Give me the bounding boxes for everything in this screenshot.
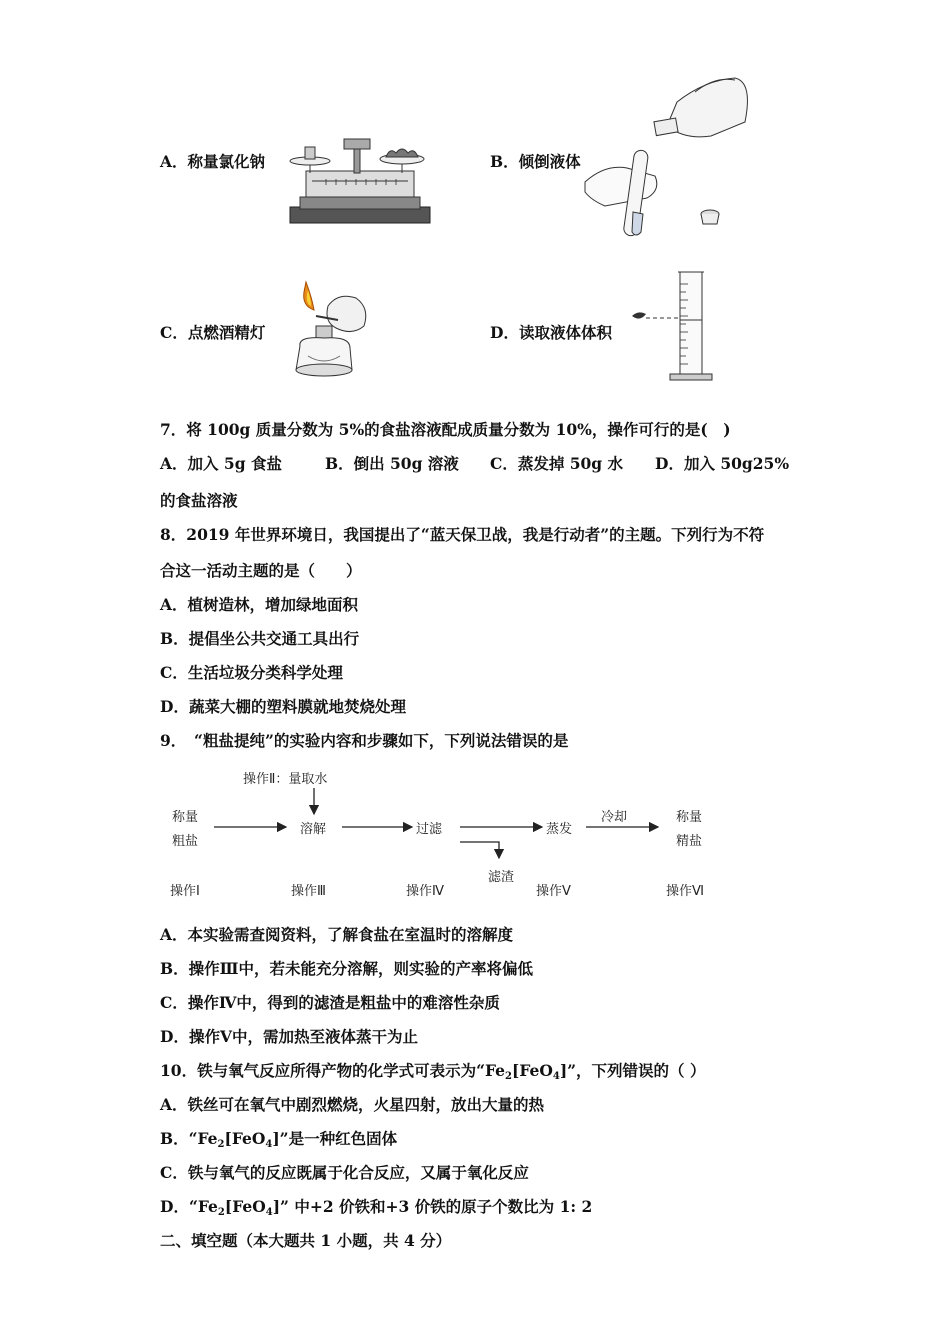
q9-option-a: A．本实验需查阅资料，了解食盐在室温时的溶解度: [160, 925, 514, 944]
diagram-step4: 过滤: [416, 822, 443, 837]
q9-option-c: C．操作Ⅳ中，得到的滤渣是粗盐中的难溶性杂质: [160, 993, 500, 1012]
q8-stem-line2: 合这一活动主题的是（ ）: [160, 561, 362, 580]
q8-option-a: A．植树造林，增加绿地面积: [160, 595, 359, 614]
q7-stem: 7．将 100g 质量分数为 5%的食盐溶液配成质量分数为 10%，操作可行的是( ): [160, 420, 731, 439]
diagram-op6: 操作Ⅵ: [666, 884, 704, 899]
arrow-residue: [460, 842, 499, 858]
diagram-step1-top: 称量: [172, 810, 199, 825]
diagram-op5: 操作Ⅴ: [536, 884, 571, 899]
q6-option-a: A．称量氯化钠: [160, 152, 266, 171]
diagram-step3: 溶解: [300, 822, 327, 837]
q8-option-d: D．蔬菜大棚的塑料膜就地焚烧处理: [160, 697, 406, 716]
q7-option-d-continued: 的食盐溶液: [160, 491, 238, 510]
q6-option-b: B．倾倒液体: [490, 152, 581, 171]
diagram-op4: 操作Ⅳ: [406, 884, 444, 899]
diagram-residue: 滤渣: [488, 870, 515, 885]
section-heading-fill-in: 二、填空题（本大题共 1 小题，共 4 分）: [160, 1231, 452, 1250]
q7-option-a: A．加入 5g 食盐: [160, 454, 282, 473]
q8-stem-line1: 8．2019 年世界环境日，我国提出了“蓝天保卫战，我是行动者”的主题。下列行为不符: [160, 525, 765, 544]
q9-option-d: D．操作Ⅴ中，需加热至液体蒸干为止: [160, 1027, 418, 1046]
q7-option-c: C．蒸发掉 50g 水: [490, 454, 624, 473]
q10-option-b: B．“$Fe_2[FeO_4]$”是一种红色固体: [160, 1129, 398, 1150]
diagram-step6-top: 称量: [676, 810, 703, 825]
q10-option-a: A．铁丝可在氧气中剧烈燃烧，火星四射，放出大量的热: [160, 1095, 545, 1114]
q6-option-d: D．读取液体体积: [490, 323, 612, 342]
q10-option-d: D．“$Fe_2[FeO_4]$” 中+2 价铁和+3 价铁的原子个数比为 1: 2: [160, 1197, 593, 1218]
diagram-step6-bottom: 精盐: [676, 834, 703, 849]
diagram-step5: 蒸发: [546, 822, 573, 837]
diagram-op2-label: 操作Ⅱ：量取水: [243, 772, 328, 787]
q7-option-b: B．倒出 50g 溶液: [325, 454, 459, 473]
q10-stem: 10．铁与氧气反应所得产物的化学式可表示为“$Fe_2[FeO_4]$”，下列错误的（ ）: [160, 1061, 706, 1082]
q8-option-c: C．生活垃圾分类科学处理: [160, 663, 343, 682]
diagram-cool-label: 冷却: [601, 810, 628, 825]
q6-option-c: C．点燃酒精灯: [160, 323, 266, 342]
diagram-op1: 操作Ⅰ: [170, 884, 200, 899]
diagram-step1-bottom: 粗盐: [172, 834, 199, 849]
q9-option-b: B．操作Ⅲ中，若未能充分溶解，则实验的产率将偏低: [160, 959, 533, 978]
q9-stem: 9． “粗盐提纯”的实验内容和步骤如下，下列说法错误的是: [160, 731, 569, 750]
q10-option-c: C．铁与氧气的反应既属于化合反应，又属于氧化反应: [160, 1163, 529, 1182]
q8-option-b: B．提倡坐公共交通工具出行: [160, 629, 360, 648]
diagram-op3: 操作Ⅲ: [291, 884, 326, 899]
q7-option-d: D．加入 50g25%: [655, 454, 790, 473]
